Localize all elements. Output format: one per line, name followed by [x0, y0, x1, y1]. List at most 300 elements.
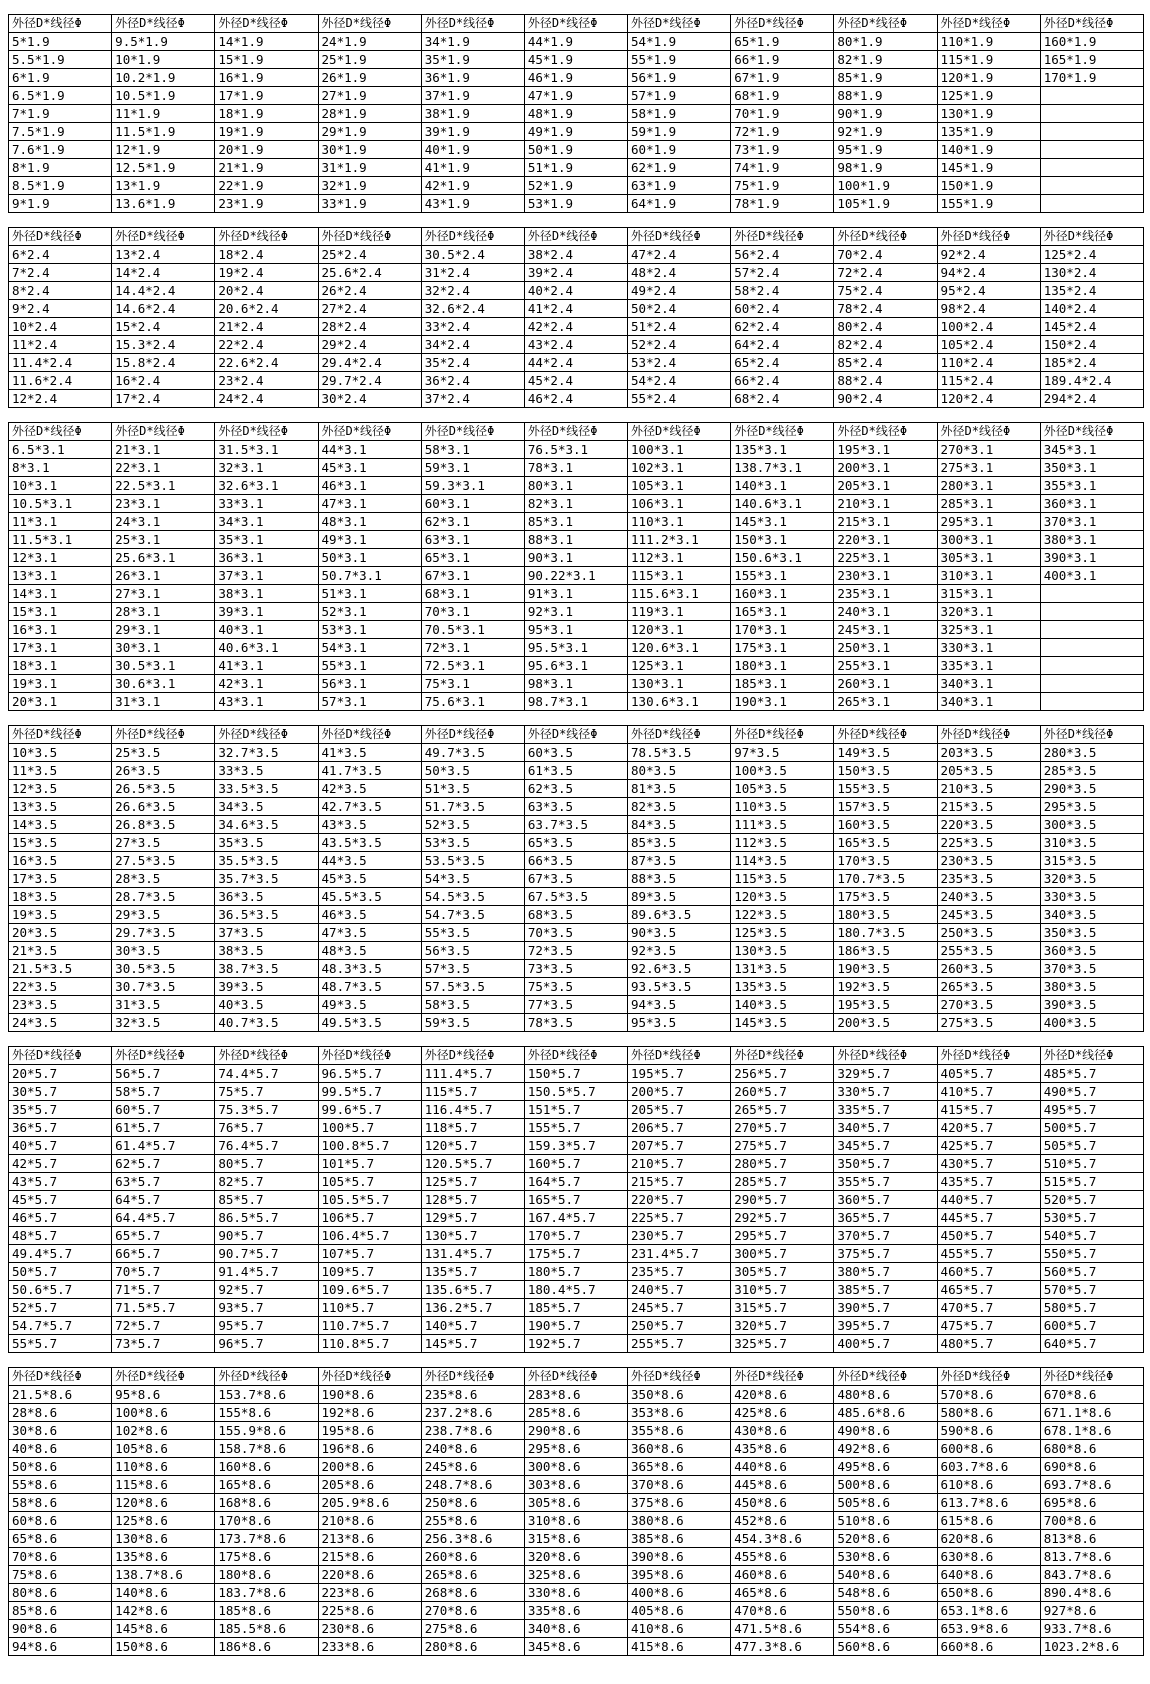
spec-cell: 185*8.6	[215, 1602, 318, 1620]
spec-cell: 45*1.9	[524, 51, 627, 69]
spec-cell: 460*8.6	[731, 1566, 834, 1584]
spec-cell: 55*3.1	[318, 657, 421, 675]
spec-cell: 105*1.9	[834, 195, 937, 213]
spec-cell: 105*3.1	[628, 477, 731, 495]
spec-cell: 353*8.6	[628, 1404, 731, 1422]
spec-cell: 111.4*5.7	[421, 1065, 524, 1083]
spec-cell: 530*8.6	[834, 1548, 937, 1566]
spec-cell: 168*8.6	[215, 1494, 318, 1512]
spec-cell: 35*3.1	[215, 531, 318, 549]
spec-cell: 135*1.9	[937, 123, 1040, 141]
spec-cell: 30.5*3.1	[112, 657, 215, 675]
table-row	[9, 531, 1144, 549]
spec-cell: 24*1.9	[318, 33, 421, 51]
spec-cell: 98*2.4	[937, 300, 1040, 318]
spec-cell: 175*5.7	[524, 1245, 627, 1263]
spec-cell: 95*1.9	[834, 141, 937, 159]
spec-cell: 80*5.7	[215, 1155, 318, 1173]
spec-cell: 380*3.1	[1040, 531, 1143, 549]
spec-cell: 207*5.7	[628, 1137, 731, 1155]
spec-block	[8, 1046, 1144, 1353]
spec-cell: 640*8.6	[937, 1566, 1040, 1584]
spec-cell: 18*2.4	[215, 246, 318, 264]
spec-cell: 11*1.9	[112, 105, 215, 123]
column-header: 外径D*线径Φ	[318, 1368, 421, 1386]
spec-cell: 14*2.4	[112, 264, 215, 282]
spec-cell: 160*1.9	[1040, 33, 1143, 51]
spec-cell: 350*3.1	[1040, 459, 1143, 477]
spec-cell: 88*1.9	[834, 87, 937, 105]
spec-cell: 52*5.7	[9, 1299, 112, 1317]
spec-cell: 27.5*3.5	[112, 852, 215, 870]
column-header: 外径D*线径Φ	[1040, 1047, 1143, 1065]
spec-cell: 60*1.9	[628, 141, 731, 159]
spec-cell: 210*3.5	[937, 780, 1040, 798]
spec-cell: 30*3.1	[112, 639, 215, 657]
table-row	[9, 1155, 1144, 1173]
column-header: 外径D*线径Φ	[421, 1047, 524, 1065]
spec-cell: 10*2.4	[9, 318, 112, 336]
spec-cell: 158.7*8.6	[215, 1440, 318, 1458]
spec-cell: 142*8.6	[112, 1602, 215, 1620]
spec-cell: 14*1.9	[215, 33, 318, 51]
spec-cell: 95*3.5	[628, 1014, 731, 1032]
spec-cell: 255*8.6	[421, 1512, 524, 1530]
spec-cell: 130*1.9	[937, 105, 1040, 123]
spec-cell: 30.6*3.1	[112, 675, 215, 693]
spec-cell: 8*2.4	[9, 282, 112, 300]
spec-cell: 90*3.5	[628, 924, 731, 942]
table-row	[9, 1512, 1144, 1530]
spec-cell: 390*3.1	[1040, 549, 1143, 567]
spec-cell: 26.8*3.5	[112, 816, 215, 834]
spec-cell: 120*3.1	[628, 621, 731, 639]
spec-cell	[1040, 675, 1143, 693]
table-row	[9, 318, 1144, 336]
table-row	[9, 603, 1144, 621]
spec-cell: 39*1.9	[421, 123, 524, 141]
spec-cell: 145*2.4	[1040, 318, 1143, 336]
spec-cell: 31*3.1	[112, 693, 215, 711]
spec-cell: 75*3.5	[524, 978, 627, 996]
spec-cell: 34*1.9	[421, 33, 524, 51]
spec-cell: 75*2.4	[834, 282, 937, 300]
spec-cell: 450*8.6	[731, 1494, 834, 1512]
spec-cell: 106.4*5.7	[318, 1227, 421, 1245]
spec-cell: 630*8.6	[937, 1548, 1040, 1566]
spec-cell: 186*8.6	[215, 1638, 318, 1656]
spec-cell: 550*8.6	[834, 1602, 937, 1620]
spec-cell: 58*8.6	[9, 1494, 112, 1512]
spec-cell: 44*3.5	[318, 852, 421, 870]
spec-cell: 100*8.6	[112, 1404, 215, 1422]
spec-cell: 16*3.1	[9, 621, 112, 639]
spec-cell: 130*3.1	[628, 675, 731, 693]
column-header: 外径D*线径Φ	[937, 15, 1040, 33]
spec-cell: 70*3.1	[421, 603, 524, 621]
spec-cell: 20*2.4	[215, 282, 318, 300]
spec-cell: 475*5.7	[937, 1317, 1040, 1335]
spec-cell: 37*2.4	[421, 390, 524, 408]
spec-cell: 100.8*5.7	[318, 1137, 421, 1155]
spec-cell: 693.7*8.6	[1040, 1476, 1143, 1494]
spec-cell: 29.4*2.4	[318, 354, 421, 372]
spec-cell: 34*2.4	[421, 336, 524, 354]
spec-cell: 95*5.7	[215, 1317, 318, 1335]
spec-cell: 305*8.6	[524, 1494, 627, 1512]
spec-cell: 505*5.7	[1040, 1137, 1143, 1155]
column-header: 外径D*线径Φ	[1040, 228, 1143, 246]
spec-cell: 520*5.7	[1040, 1191, 1143, 1209]
spec-cell: 65*3.5	[524, 834, 627, 852]
table-row	[9, 1227, 1144, 1245]
spec-cell: 173.7*8.6	[215, 1530, 318, 1548]
spec-cell: 205*8.6	[318, 1476, 421, 1494]
spec-cell: 67*3.5	[524, 870, 627, 888]
spec-cell: 7.6*1.9	[9, 141, 112, 159]
spec-cell: 30.5*2.4	[421, 246, 524, 264]
table-header-row	[9, 15, 1144, 33]
table-row	[9, 1530, 1144, 1548]
spec-cell: 51*2.4	[628, 318, 731, 336]
spec-cell: 115*1.9	[937, 51, 1040, 69]
spec-cell: 41.7*3.5	[318, 762, 421, 780]
table-row	[9, 1494, 1144, 1512]
spec-cell: 110.7*5.7	[318, 1317, 421, 1335]
spec-cell: 580*5.7	[1040, 1299, 1143, 1317]
spec-cell: 32*3.5	[112, 1014, 215, 1032]
spec-cell: 55*2.4	[628, 390, 731, 408]
spec-cell: 325*5.7	[731, 1335, 834, 1353]
spec-cell: 180*3.1	[731, 657, 834, 675]
spec-cell: 120.5*5.7	[421, 1155, 524, 1173]
spec-cell: 265*3.5	[937, 978, 1040, 996]
spec-cell: 66*1.9	[731, 51, 834, 69]
table-row	[9, 69, 1144, 87]
table-row	[9, 1209, 1144, 1227]
spec-cell: 46*3.5	[318, 906, 421, 924]
spec-cell: 100*3.1	[628, 441, 731, 459]
table-row	[9, 798, 1144, 816]
table-row	[9, 996, 1144, 1014]
spec-cell: 131*3.5	[731, 960, 834, 978]
spec-cell: 125*1.9	[937, 87, 1040, 105]
spec-cell: 155*5.7	[524, 1119, 627, 1137]
spec-cell	[1040, 123, 1143, 141]
spec-cell: 240*5.7	[628, 1281, 731, 1299]
spec-cell: 415*5.7	[937, 1101, 1040, 1119]
spec-cell: 28*3.1	[112, 603, 215, 621]
spec-cell: 11.5*1.9	[112, 123, 215, 141]
spec-cell: 19*2.4	[215, 264, 318, 282]
spec-cell: 225*8.6	[318, 1602, 421, 1620]
spec-cell: 72*3.1	[421, 639, 524, 657]
spec-cell: 72.5*3.1	[421, 657, 524, 675]
spec-cell: 21.5*3.5	[9, 960, 112, 978]
spec-cell: 42*3.5	[318, 780, 421, 798]
spec-cell: 180.4*5.7	[524, 1281, 627, 1299]
spec-cell: 23*3.5	[9, 996, 112, 1014]
spec-cell: 653.1*8.6	[937, 1602, 1040, 1620]
spec-cell: 48.7*3.5	[318, 978, 421, 996]
spec-cell: 190*3.1	[731, 693, 834, 711]
spec-cell: 185.5*8.6	[215, 1620, 318, 1638]
spec-cell: 130*8.6	[112, 1530, 215, 1548]
spec-cell: 34*3.1	[215, 513, 318, 531]
spec-cell: 85*3.5	[628, 834, 731, 852]
table-header-row	[9, 726, 1144, 744]
spec-cell: 22.6*2.4	[215, 354, 318, 372]
spec-cell: 62*1.9	[628, 159, 731, 177]
spec-cell: 48*3.5	[318, 942, 421, 960]
spec-cell: 65*1.9	[731, 33, 834, 51]
table-row	[9, 105, 1144, 123]
table-row	[9, 300, 1144, 318]
column-header: 外径D*线径Φ	[318, 1047, 421, 1065]
spec-cell: 35*3.5	[215, 834, 318, 852]
spec-cell: 28*2.4	[318, 318, 421, 336]
spec-cell: 93.5*3.5	[628, 978, 731, 996]
spec-cell: 420*5.7	[937, 1119, 1040, 1137]
spec-cell: 55*8.6	[9, 1476, 112, 1494]
spec-cell: 73*3.5	[524, 960, 627, 978]
spec-cell: 19*3.5	[9, 906, 112, 924]
column-header: 外径D*线径Φ	[628, 1368, 731, 1386]
spec-cell: 110*3.1	[628, 513, 731, 531]
spec-cell: 42.7*3.5	[318, 798, 421, 816]
spec-cell: 280*3.5	[1040, 744, 1143, 762]
spec-cell: 170*1.9	[1040, 69, 1143, 87]
spec-cell: 230*3.5	[937, 852, 1040, 870]
spec-cell: 340*3.5	[1040, 906, 1143, 924]
spec-table	[8, 14, 1144, 213]
spec-cell: 80*2.4	[834, 318, 937, 336]
spec-cell: 155*3.5	[834, 780, 937, 798]
spec-cell: 890.4*8.6	[1040, 1584, 1143, 1602]
spec-cell: 20*1.9	[215, 141, 318, 159]
spec-cell: 29.7*3.5	[112, 924, 215, 942]
spec-cell: 5.5*1.9	[9, 51, 112, 69]
spec-cell: 78.5*3.5	[628, 744, 731, 762]
spec-cell: 515*5.7	[1040, 1173, 1143, 1191]
spec-cell: 54.7*3.5	[421, 906, 524, 924]
spec-cell: 80*1.9	[834, 33, 937, 51]
spec-cell: 927*8.6	[1040, 1602, 1143, 1620]
spec-cell: 8*1.9	[9, 159, 112, 177]
spec-cell: 330*8.6	[524, 1584, 627, 1602]
spec-cell: 82*3.5	[628, 798, 731, 816]
spec-cell: 9.5*1.9	[112, 33, 215, 51]
spec-cell: 43*1.9	[421, 195, 524, 213]
spec-cell: 610*8.6	[937, 1476, 1040, 1494]
spec-cell: 275*3.1	[937, 459, 1040, 477]
spec-cell: 135*3.1	[731, 441, 834, 459]
spec-cell: 49*3.1	[318, 531, 421, 549]
spec-cell: 12.5*1.9	[112, 159, 215, 177]
spec-cell: 25*1.9	[318, 51, 421, 69]
spec-cell: 11.6*2.4	[9, 372, 112, 390]
spec-cell: 613.7*8.6	[937, 1494, 1040, 1512]
spec-cell: 46*2.4	[524, 390, 627, 408]
spec-cell: 210*5.7	[628, 1155, 731, 1173]
spec-cell: 495*5.7	[1040, 1101, 1143, 1119]
spec-cell: 50*8.6	[9, 1458, 112, 1476]
spec-cell: 64*5.7	[112, 1191, 215, 1209]
spec-cell: 110*1.9	[937, 33, 1040, 51]
spec-cell: 315*5.7	[731, 1299, 834, 1317]
spec-cell: 283*8.6	[524, 1386, 627, 1404]
column-header: 外径D*线径Φ	[937, 1368, 1040, 1386]
table-row	[9, 960, 1144, 978]
spec-cell: 410*8.6	[628, 1620, 731, 1638]
spec-cell: 106*5.7	[318, 1209, 421, 1227]
spec-cell: 270*3.1	[937, 441, 1040, 459]
spec-cell: 62*3.1	[421, 513, 524, 531]
spec-cell: 295*3.5	[1040, 798, 1143, 816]
table-row	[9, 888, 1144, 906]
column-header: 外径D*线径Φ	[524, 1368, 627, 1386]
spec-cell: 125*3.5	[731, 924, 834, 942]
spec-cell: 15.3*2.4	[112, 336, 215, 354]
spec-cell: 70*2.4	[834, 246, 937, 264]
spec-cell: 43*5.7	[9, 1173, 112, 1191]
spec-cell: 310*3.5	[1040, 834, 1143, 852]
spec-cell: 34.6*3.5	[215, 816, 318, 834]
column-header: 外径D*线径Φ	[421, 15, 524, 33]
spec-cell: 454.3*8.6	[731, 1530, 834, 1548]
table-row	[9, 372, 1144, 390]
column-header: 外径D*线径Φ	[834, 228, 937, 246]
spec-cell: 238.7*8.6	[421, 1422, 524, 1440]
spec-cell: 145*1.9	[937, 159, 1040, 177]
spec-cell: 40*3.5	[215, 996, 318, 1014]
column-header: 外径D*线径Φ	[628, 15, 731, 33]
spec-cell: 94*3.5	[628, 996, 731, 1014]
column-header: 外径D*线径Φ	[112, 228, 215, 246]
spec-cell: 32.6*2.4	[421, 300, 524, 318]
spec-cell: 65*8.6	[9, 1530, 112, 1548]
spec-cell: 125*5.7	[421, 1173, 524, 1191]
spec-cell: 215*3.1	[834, 513, 937, 531]
spec-cell: 36*1.9	[421, 69, 524, 87]
spec-cell: 477.3*8.6	[731, 1638, 834, 1656]
spec-cell: 41*3.5	[318, 744, 421, 762]
spec-cell: 23*2.4	[215, 372, 318, 390]
spec-cell: 480*8.6	[834, 1386, 937, 1404]
spec-cell: 485.6*8.6	[834, 1404, 937, 1422]
spec-cell: 335*3.1	[937, 657, 1040, 675]
table-row	[9, 441, 1144, 459]
column-header: 外径D*线径Φ	[421, 1368, 524, 1386]
spec-cell: 695*8.6	[1040, 1494, 1143, 1512]
spec-cell: 56*2.4	[731, 246, 834, 264]
spec-cell: 43.5*3.5	[318, 834, 421, 852]
spec-cell: 76.4*5.7	[215, 1137, 318, 1155]
table-row	[9, 1173, 1144, 1191]
table-row	[9, 1299, 1144, 1317]
spec-cell: 315*3.5	[1040, 852, 1143, 870]
spec-cell: 97*3.5	[731, 744, 834, 762]
spec-cell: 105*3.5	[731, 780, 834, 798]
column-header: 外径D*线径Φ	[628, 228, 731, 246]
spec-cell: 43*3.5	[318, 816, 421, 834]
spec-cell: 46*5.7	[9, 1209, 112, 1227]
table-row	[9, 906, 1144, 924]
spec-cell: 44*1.9	[524, 33, 627, 51]
spec-cell: 57*1.9	[628, 87, 731, 105]
spec-cell: 18*3.1	[9, 657, 112, 675]
spec-cell: 170.7*3.5	[834, 870, 937, 888]
spec-cell: 48*1.9	[524, 105, 627, 123]
spec-cell: 335*5.7	[834, 1101, 937, 1119]
spec-cell: 550*5.7	[1040, 1245, 1143, 1263]
table-row	[9, 513, 1144, 531]
spec-cell: 230*8.6	[318, 1620, 421, 1638]
spec-cell: 520*8.6	[834, 1530, 937, 1548]
spec-cell: 42*2.4	[524, 318, 627, 336]
spec-cell: 145*3.5	[731, 1014, 834, 1032]
spec-cell: 57*3.5	[421, 960, 524, 978]
spec-cell: 17*3.5	[9, 870, 112, 888]
spec-cell: 195*3.1	[834, 441, 937, 459]
spec-cell: 42*5.7	[9, 1155, 112, 1173]
spec-cell: 119*3.1	[628, 603, 731, 621]
spec-cell: 160*8.6	[215, 1458, 318, 1476]
spec-cell: 470*8.6	[731, 1602, 834, 1620]
table-row	[9, 246, 1144, 264]
spec-cell: 68*3.1	[421, 585, 524, 603]
table-row	[9, 978, 1144, 996]
spec-cell: 12*2.4	[9, 390, 112, 408]
spec-cell: 540*5.7	[1040, 1227, 1143, 1245]
spec-cell: 149*3.5	[834, 744, 937, 762]
spec-cell: 88*2.4	[834, 372, 937, 390]
spec-cell: 355*8.6	[628, 1422, 731, 1440]
spec-cell: 90*5.7	[215, 1227, 318, 1245]
spec-cell: 85*5.7	[215, 1191, 318, 1209]
spec-cell: 28.7*3.5	[112, 888, 215, 906]
spec-cell: 190*3.5	[834, 960, 937, 978]
spec-cell: 290*5.7	[731, 1191, 834, 1209]
spec-cell: 64*1.9	[628, 195, 731, 213]
spec-cell: 95*3.1	[524, 621, 627, 639]
spec-sheet	[8, 14, 1144, 1656]
spec-cell: 6.5*1.9	[9, 87, 112, 105]
spec-cell: 55*3.5	[421, 924, 524, 942]
spec-cell: 54.7*5.7	[9, 1317, 112, 1335]
spec-table	[8, 1046, 1144, 1353]
spec-cell: 290*8.6	[524, 1422, 627, 1440]
spec-cell: 480*5.7	[937, 1335, 1040, 1353]
spec-cell: 59.3*3.1	[421, 477, 524, 495]
spec-cell: 500*8.6	[834, 1476, 937, 1494]
table-row	[9, 762, 1144, 780]
spec-cell: 29.7*2.4	[318, 372, 421, 390]
spec-cell: 138.7*3.1	[731, 459, 834, 477]
column-header: 外径D*线径Φ	[731, 1368, 834, 1386]
spec-cell: 355*3.1	[1040, 477, 1143, 495]
spec-cell: 13*1.9	[112, 177, 215, 195]
spec-cell: 31*3.5	[112, 996, 215, 1014]
spec-cell: 192*5.7	[524, 1335, 627, 1353]
spec-cell: 10.5*3.1	[9, 495, 112, 513]
spec-cell: 115*3.1	[628, 567, 731, 585]
spec-cell: 86.5*5.7	[215, 1209, 318, 1227]
spec-cell: 410*5.7	[937, 1083, 1040, 1101]
spec-cell: 653.9*8.6	[937, 1620, 1040, 1638]
spec-cell: 180*3.5	[834, 906, 937, 924]
spec-cell: 305*3.1	[937, 549, 1040, 567]
